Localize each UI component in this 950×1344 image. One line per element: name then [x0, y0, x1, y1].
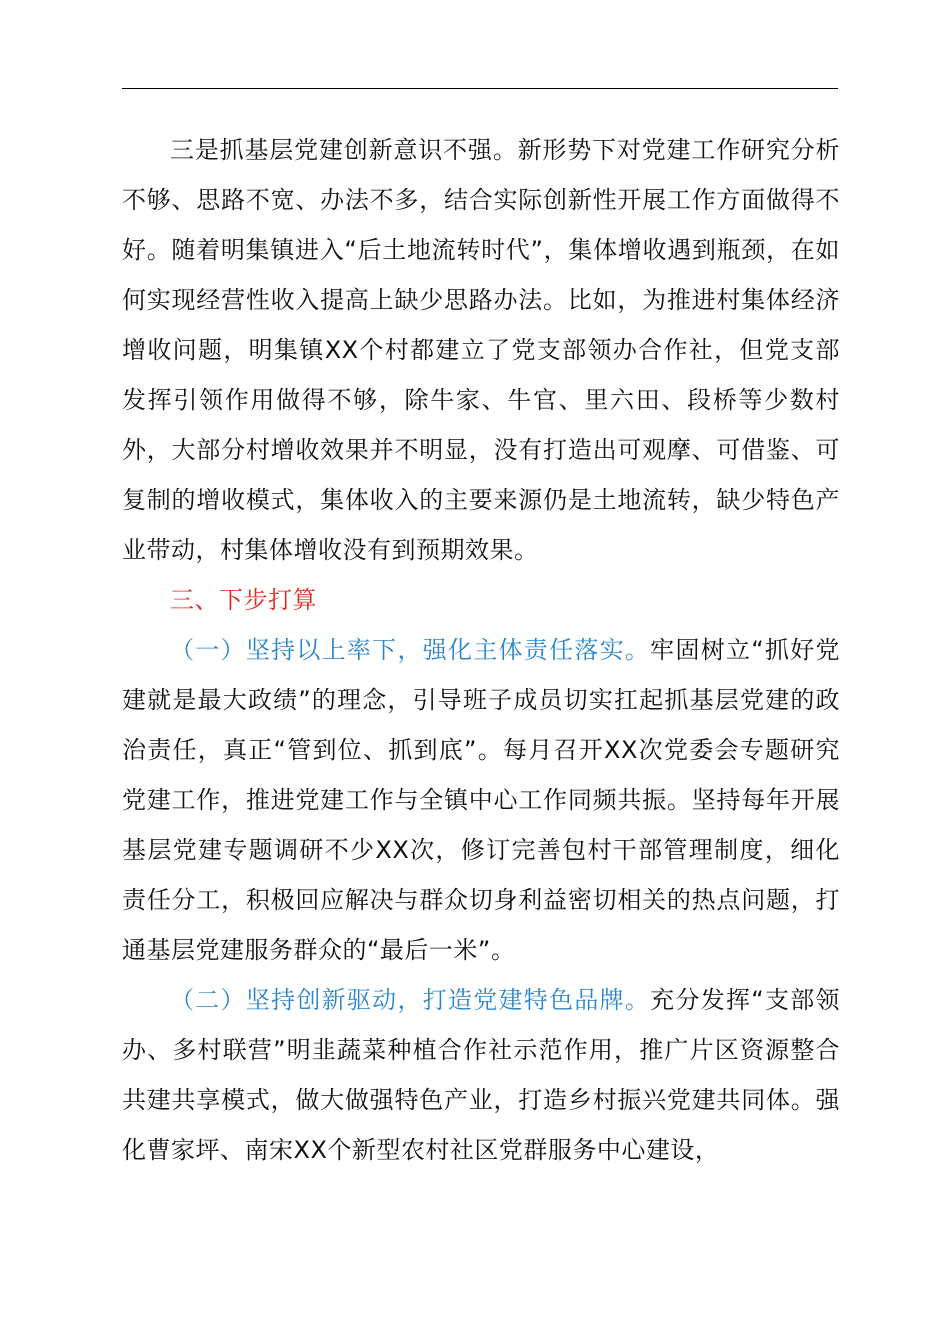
item-1-paragraph: [122, 625, 840, 975]
item-2-body: 充分发挥“支部领办、多村联营”明韭蔬菜种植合作社示范作用，推广片区资源整合共建共享模式，做大做强特色产业，打造乡村振兴党建共同体。强化曹家坪、南宋XX个新型农村社区党群服务中心建设，: [122, 986, 841, 1164]
document-body: [122, 125, 840, 1175]
section-heading: 三、下步打算: [170, 586, 317, 614]
item-2-lead: （二）坚持创新驱动，打造党建特色品牌。: [170, 986, 651, 1014]
paragraph-innovation: 三是抓基层党建创新意识不强。新形势下对党建工作研究分析不够、思路不宽、办法不多，结合实际创新性开展工作方面做得不好。随着明集镇进入“后土地流转时代”，集体增收遇到瓶颈，在如何实现经营性收入提高上缺少思路办法。比如，为推进村集体经济增收问题，明集镇XX个村都建立了党支部领办合作社，但党支部发挥引领作用做得不够，除牛家、牛官、里六田、段桥等少数村外，大部分村增收效果并不明显，没有打造出可观摩、可借鉴、可复制的增收模式，集体收入的主要来源仍是土地流转，缺少特色产业带动，村集体增收没有到预期效果。: [122, 136, 840, 564]
item-1-body: 牢固树立“抓好党建就是最大政绩”的理念，引导班子成员切实扛起抓基层党建的政治责任，真正“管到位、抓到底”。每月召开XX次党委会专题研究党建工作，推进党建工作与全镇中心工作同频共振。坚持每年开展基层党建专题调研不少XX次，修订完善包村干部管理制度，细化责任分工，积极回应解决与群众切身利益密切相关的热点问题，打通基层党建服务群众的“最后一米”。: [122, 636, 841, 964]
item-2-paragraph: [122, 975, 840, 1175]
header-rule: [122, 88, 838, 89]
item-1-lead: （一）坚持以上率下，强化主体责任落实。: [170, 636, 651, 664]
